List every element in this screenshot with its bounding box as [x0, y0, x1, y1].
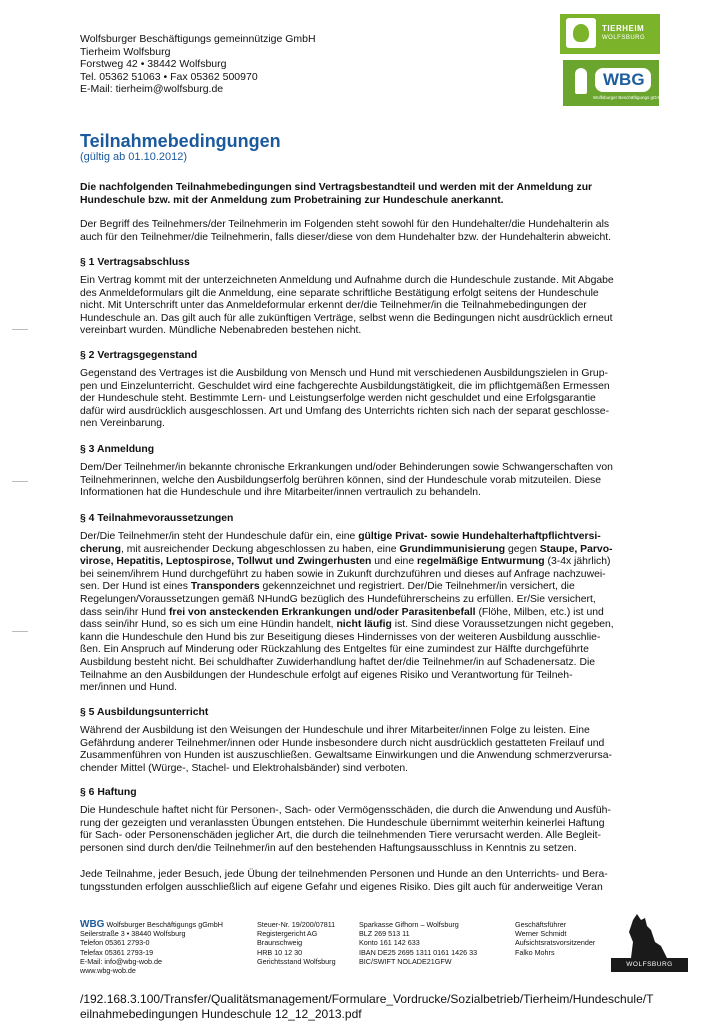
fold-mark [12, 481, 28, 482]
section-5-title: § 5 Ausbildungsunterricht [80, 707, 209, 718]
section-5-text: Während der Ausbildung ist den Weisungen der Hundeschule und ihrer Mitarbeiter/innen Folge zu leisten. Eine Gefährdung anderer Teilnehmer/innen oder Hunde insbesondere durch nicht ausdrücklich gestatteten Freilauf und Zusammenführen von Hunden ist auszuschließen. Gewaltsame Einwirkungen und die Anwendung schmerzverursa- chender Mittel (Würge-, Stachel- und Elektrohalsbänder) sind verboten. [80, 725, 612, 774]
tierheim-logo [560, 14, 660, 54]
section-6-title: § 6 Haftung [80, 787, 137, 798]
fold-mark [12, 329, 28, 330]
dog-cat-icon [566, 18, 596, 48]
wbg-logo-subtext: Wolfsburger Beschäftigungs gGmbH [593, 95, 666, 100]
tierheim-logo-text: TIERHEIM [602, 24, 645, 33]
section-6-text: Die Hundeschule haftet nicht für Personen-, Sach- oder Vermögensschäden, die durch die Anwendung und Ausfüh- rung der gezeigten und veranlassten Übungen entstehen. Die Hundeschule übernimmt weiterhin keinerlei Haftung für Sach- oder Personenschäden jeglicher Art, die durch die teilnehmenden Tiere verursacht werden. Alle Begleit- personen sind durch den/die Teilnehmer/in auf den bestehenden Haftungsausschluss in Kenntnis zu setzen. [80, 805, 611, 854]
section-1-title: § 1 Vertragsabschluss [80, 257, 190, 268]
page-title: Teilnahmebedingungen [80, 131, 281, 151]
file-path: /192.168.3.100/Transfer/Qualitätsmanagement/Formulare_Vordrucke/Sozialbetrieb/Tierheim/Hundeschule/T eilnahmebedingungen Hundeschule 12_12_2013.pdf [80, 992, 654, 1021]
footer-col-bank: Sparkasse Gifhorn – Wolfsburg BLZ 269 513 11 Konto 161 142 633 IBAN DE25 2695 1311 0161 1426 33 BIC/SWIFT NOLADE21GFW [359, 920, 478, 966]
dept-name: Tierheim Wolfsburg [80, 45, 171, 58]
section-1-text: Ein Vertrag kommt mit der unterzeichneten Anmeldung und Aufnahme durch die Hundeschule zustande. Mit Abgabe des Anmeldeformulars gilt die Anmeldung, eine separate schriftliche Bestätigung erfolgt seitens der Hundeschule nicht. Mit Unterschrift unter das Anmeldeformular erkennt der/die Teilnehmer/in die Teilnahmebedingungen der Hundeschule an. Das gilt auch für alle zukünftigen Verträge, selbst wenn die Bedingungen nicht ausdrücklich erneut vereinbart wurden. Mündliche Nebenabreden bestehen nicht. [80, 275, 614, 337]
footer-col-address: WBG Wolfsburger Beschäftigungs gGmbH Seilerstraße 3 • 38440 Wolfsburg Telefon 05361 2793-0 Telefax 05361 2793-19 E-Mail: info@wbg-wob.de www.wbg-wob.de [80, 919, 223, 976]
tierheim-logo-subtext: WOLFSBURG [602, 35, 646, 41]
section-3-title: § 3 Anmeldung [80, 444, 155, 455]
footer-col-management: Geschäftsführer Werner Schmidt Aufsichtsratsvorsitzender Falko Mohrs [515, 920, 596, 957]
wolf-icon [611, 912, 688, 960]
wbg-logo [563, 60, 666, 106]
phone: Tel. 05362 51063 • Fax 05362 500970 [80, 70, 258, 83]
fold-mark [12, 631, 28, 632]
person-icon [575, 68, 587, 94]
section-3-text: Dem/Der Teilnehmer/in bekannte chronische Erkrankungen und/oder Behinderungen sowie Schwangerschaften von Teilnehmerinnen, welche den Ausbildungserfolg berühren können, sind der Hundeschule vorab mitzuteilen. Diese Informationen hat die Hundeschule und ihre Mitarbeiter/innen vertraulich zu behandeln. [80, 462, 613, 499]
intro-bold: Die nachfolgenden Teilnahmebedingungen sind Vertragsbestandteil und werden mit der Anmeldung zur Hundeschule bzw. mit der Anmeldung zum Probetraining zur Hundeschule anerkannt. [80, 182, 593, 206]
wolfsburg-label: WOLFSBURG [611, 958, 688, 972]
section-2-text: Gegenstand des Vertrages ist die Ausbildung von Mensch und Hund mit verschiedenen Ausbildungszielen in Grup- pen und Einzelunterricht. Geschuldet wird eine fachgerechte Ausbildungstätigkeit, die im pflichtgemäßen Ermessen der Hundeschule steht. Bestimmte Lern- und Leistungserfolge werden nicht geschuldet und eine Erfolgsgarantie dafür wird ausdrücklich ausgeschlossen. Art und Umfang des Unterrichts richten sich nach der separat geschlosse- nen Vereinbarung. [80, 368, 610, 430]
org-name: Wolfsburger Beschäftigungs gemeinnützige GmbH [80, 33, 316, 45]
intro-paragraph: Der Begriff des Teilnehmers/der Teilnehmerin im Folgenden steht sowohl für den Hundehalter/die Hundehalterin als auch für den Teilnehmer/die Teilnehmerin, falls dieser/diese von dem Hundehalter bzw. der Hundehalterin abweicht. [80, 219, 612, 243]
email: E-Mail: tierheim@wolfsburg.de [80, 83, 224, 96]
letterhead-address [80, 33, 316, 96]
wolfsburg-logo [611, 912, 688, 972]
section-4-title: § 4 Teilnahmevoraussetzungen [80, 513, 234, 524]
footer-col-register: Steuer-Nr. 19/200/07811 Registergericht AG Braunschweig HRB 10 12 30 Gerichtsstand Wolfsburg [257, 920, 336, 966]
wbg-logo-text: WBG [603, 70, 645, 89]
section-4-text: Der/Die Teilnehmer/in steht der Hundeschule dafür ein, eine gültige Privat- sowie Hundehalterhaftpflichtversi- cherung, mit ausreichender Deckung abgeschlossen zu haben, eine Grundimmunisierung gegen Staupe, Parvo- virose, Hepatitis, Leptospirose, Tollwut und Zwingerhusten und eine regelmäßige Entwurmung (3-4x jährlich) bei seinem/ihrem Hund durchgeführt zu haben sowie in Zukunft durchzuführen und dieses auf Anfrage nachzuwei- sen. Der Hund ist eines Transponders gekennzeichnet und registriert. Der/Die Teilnehmer/in versichert, die Regelungen/Voraussetzungen gemäß NHundG bezüglich des Hundeführerscheins zu erfüllen. Er/Sie versichert, dass sein/ihr Hund frei von ansteckenden Erkrankungen und/oder Parasitenbefall (Flöhe, Milben, etc.) ist und dass sein/ihr Hund, so es sich um eine Hündin handelt, nicht läufig ist. Sind diese Voraussetzungen nicht gegeben, kann die Hundeschule den Hund bis zur Beseitigung dieses Hindernisses von der weiteren Ausbildung ausschlie- ßen. Ein Anspruch auf Minderung oder Rückzahlung des Entgeltes für eine zumindest zur Hälfte durchgeführte Ausbildung besteht nicht. Bei schuldhafter Zuwiderhandlung haftet der/die Teilnehmer/in auf Schadenersatz. Die Teilnahme an den Ausbildungen der Hundeschule erfolgt auf eigenes Risiko und Verantwortung für Teilneh- mer/innen und Hund. [80, 531, 614, 694]
section-2-title: § 2 Vertragsgegenstand [80, 350, 198, 361]
page-subtitle: (gültig ab 01.10.2012) [80, 151, 188, 163]
section-6-text-2: Jede Teilnahme, jeder Besuch, jede Übung der teilnehmenden Personen und Hunde an den Unterrichts- und Bera- tungsstunden erfolgen ausschließlich auf eigene Gefahr und eigenes Risiko. Dies gilt auch für anderweitige Veran [80, 869, 608, 893]
street: Forstweg 42 • 38442 Wolfsburg [80, 58, 227, 71]
